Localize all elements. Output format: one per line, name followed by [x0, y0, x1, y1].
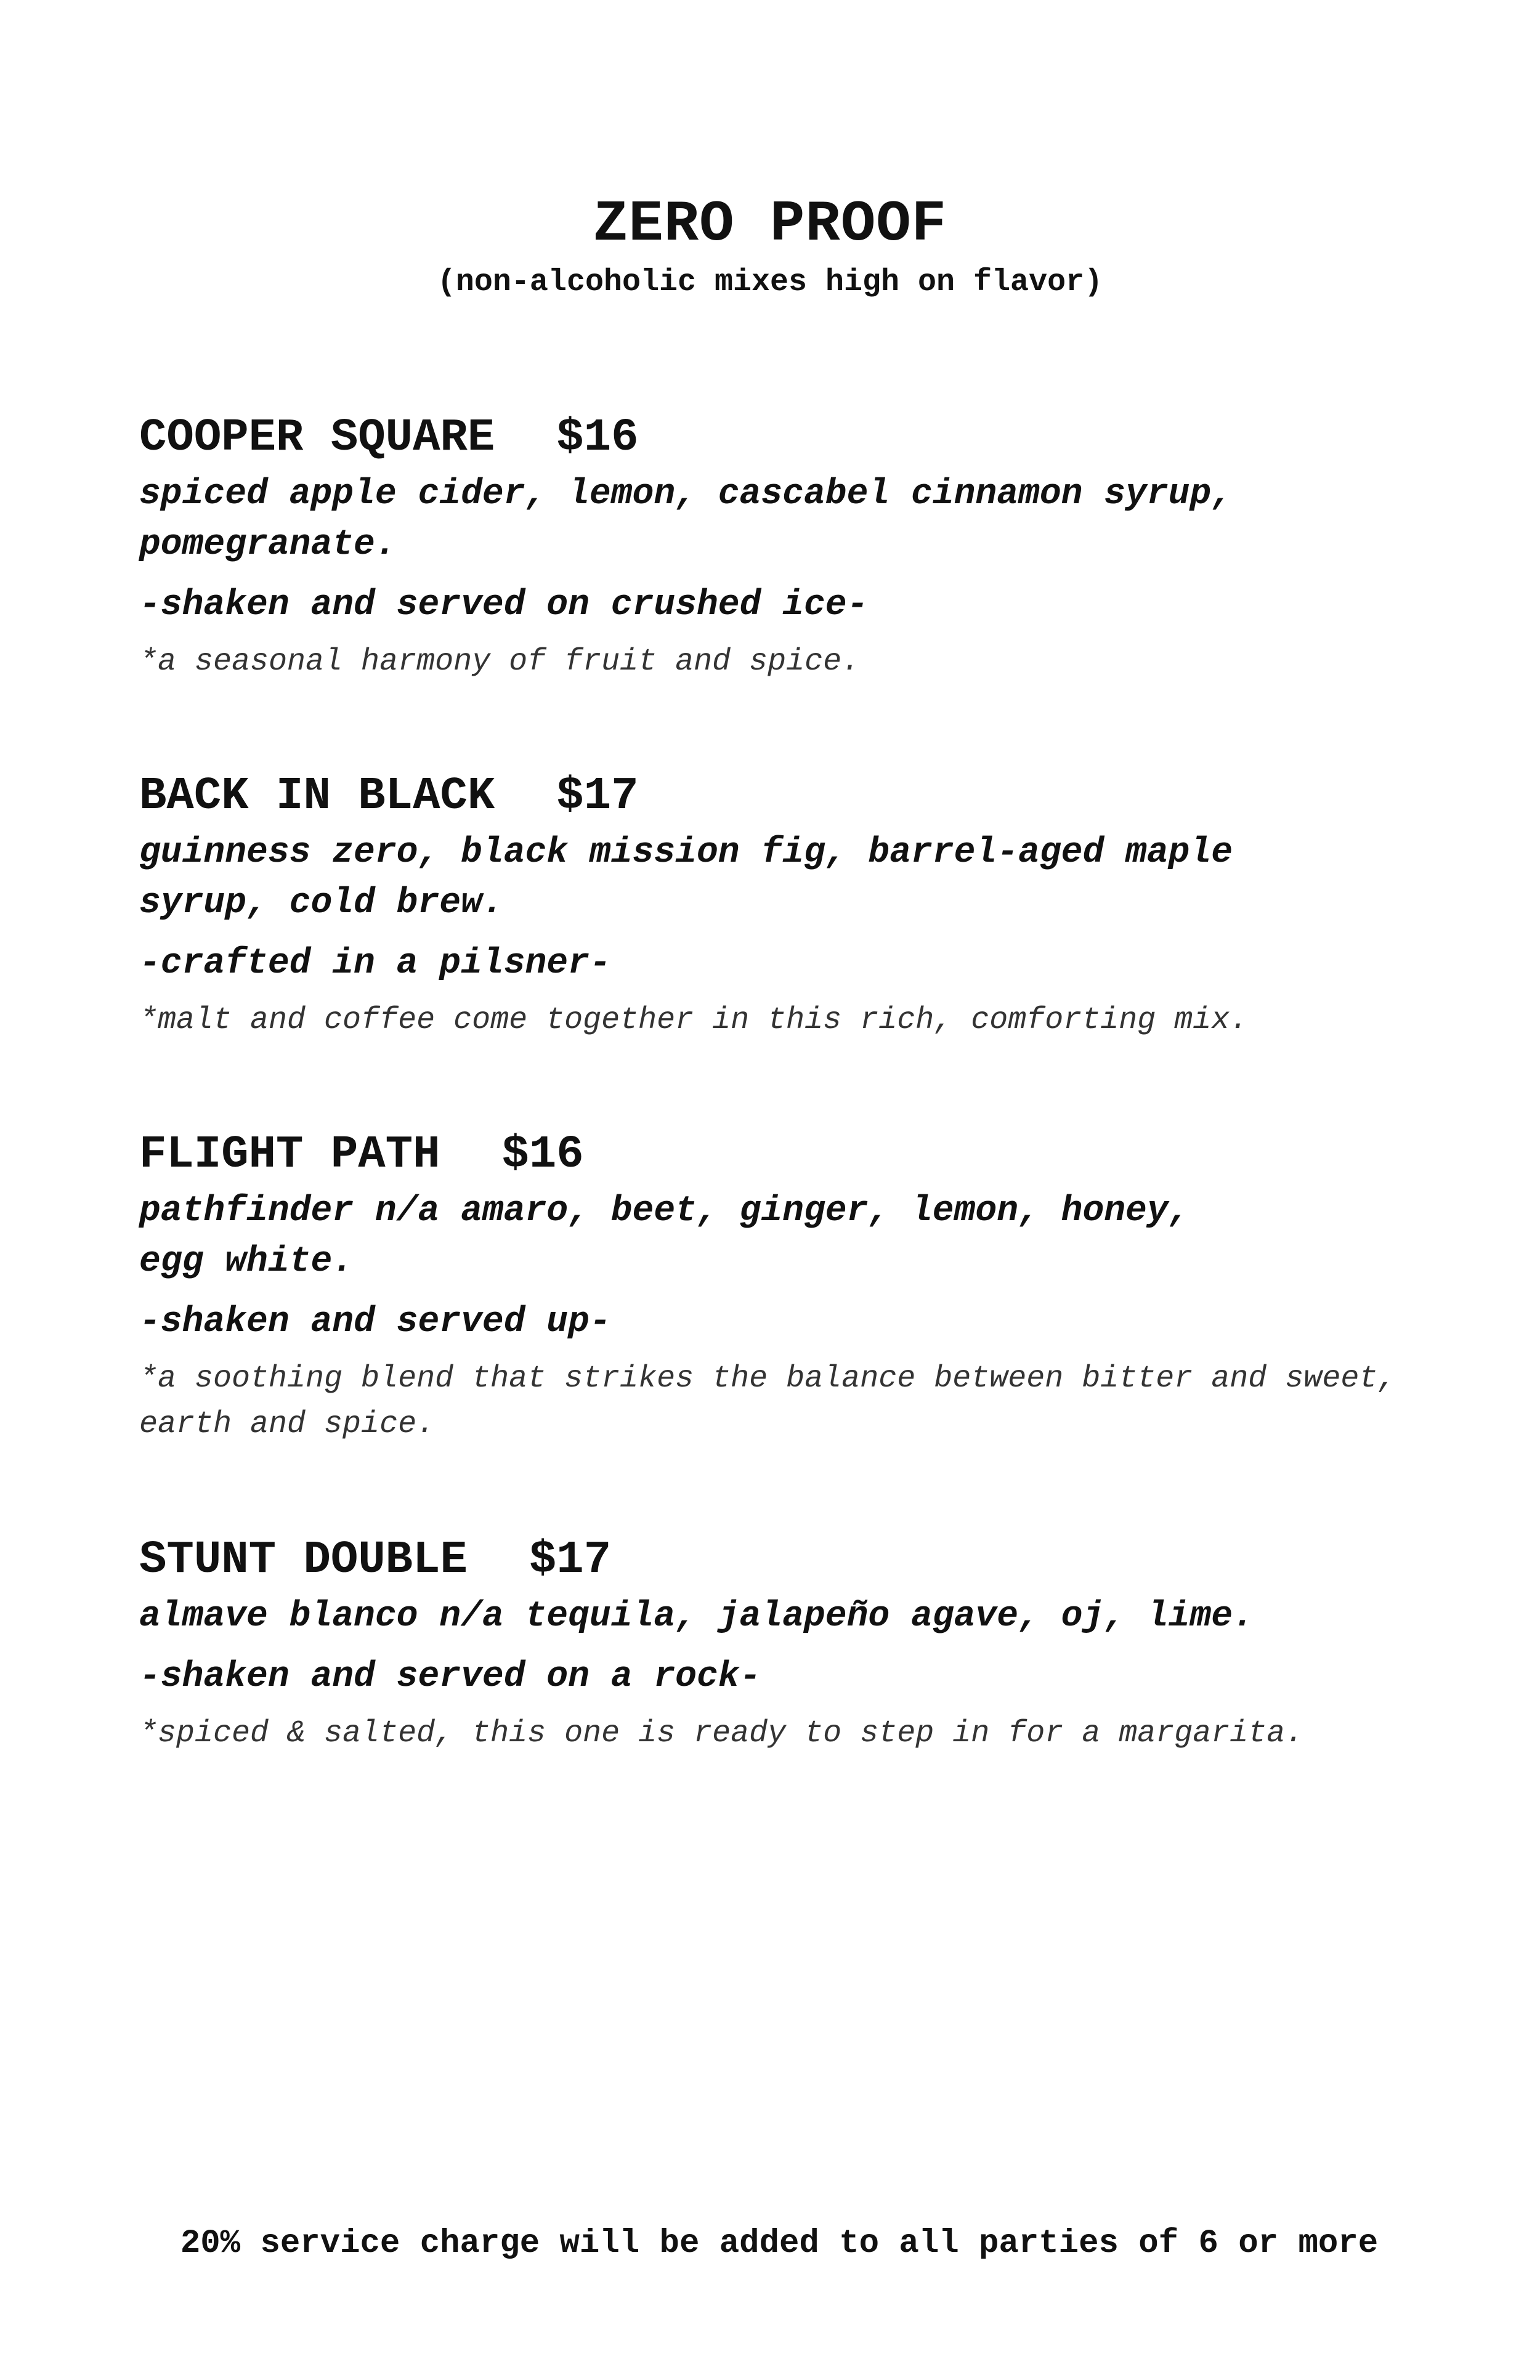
page-subtitle: (non-alcoholic mixes high on flavor): [437, 265, 1103, 300]
item-note: [139, 998, 1494, 1043]
ingredients-line: almave blanco n/a tequila, jalapeño agave, oj, lime.: [139, 1597, 1254, 1637]
ingredients-line: guinness zero, black mission fig, barrel-aged maple: [139, 833, 1233, 873]
ingredients-line: pathfinder n/a amaro, beet, ginger, lemon, honey,: [139, 1191, 1190, 1231]
ingredients-line: spiced apple cider, lemon, cascabel cinnamon syrup,: [139, 474, 1233, 514]
item-heading: [139, 771, 1494, 822]
ingredients-line: syrup, cold brew.: [139, 883, 504, 923]
item-preparation: -shaken and served on crushed ice-: [139, 585, 869, 625]
item-ingredients: [139, 1186, 1494, 1287]
menu-item-cooper-square: [139, 412, 1494, 685]
menu-item-stunt-double: [139, 1534, 1494, 1757]
page-title: ZERO PROOF: [593, 192, 947, 257]
item-note: [139, 639, 1494, 685]
note-line: *malt and coffee come together in this rich, comforting mix.: [139, 1003, 1249, 1038]
service-charge-notice: [0, 2227, 1540, 2261]
item-price: $16: [556, 412, 639, 464]
menu-item-flight-path: [139, 1129, 1494, 1447]
note-line: *spiced & salted, this one is ready to step in for a margarita.: [139, 1716, 1304, 1751]
item-note: [139, 1711, 1494, 1757]
item-ingredients: [139, 469, 1494, 570]
item-heading: [139, 412, 1494, 464]
note-line: *a seasonal harmony of fruit and spice.: [139, 644, 861, 679]
item-price: $16: [501, 1129, 584, 1181]
item-heading: [139, 1129, 1494, 1181]
item-name: FLIGHT PATH: [139, 1129, 440, 1181]
item-heading: [139, 1534, 1494, 1586]
item-preparation: -crafted in a pilsner-: [139, 944, 611, 984]
menu-header: [0, 192, 1540, 300]
item-name: COOPER SQUARE: [139, 412, 495, 464]
note-line: *a soothing blend that strikes the balance between bitter and sweet,: [139, 1361, 1396, 1396]
footer-text: 20% service charge will be added to all parties of 6 or more: [180, 2225, 1379, 2262]
item-note: [139, 1356, 1494, 1447]
ingredients-line: egg white.: [139, 1242, 354, 1282]
item-preparation: -shaken and served on a rock-: [139, 1657, 761, 1697]
item-ingredients: [139, 828, 1494, 929]
item-price: $17: [556, 771, 639, 822]
menu-item-back-in-black: [139, 771, 1494, 1043]
ingredients-line: pomegranate.: [139, 525, 397, 565]
item-price: $17: [529, 1534, 612, 1586]
item-name: STUNT DOUBLE: [139, 1534, 468, 1586]
note-line: earth and spice.: [139, 1407, 436, 1442]
item-preparation: -shaken and served up-: [139, 1302, 611, 1342]
item-name: BACK IN BLACK: [139, 771, 495, 822]
item-ingredients: [139, 1592, 1494, 1642]
